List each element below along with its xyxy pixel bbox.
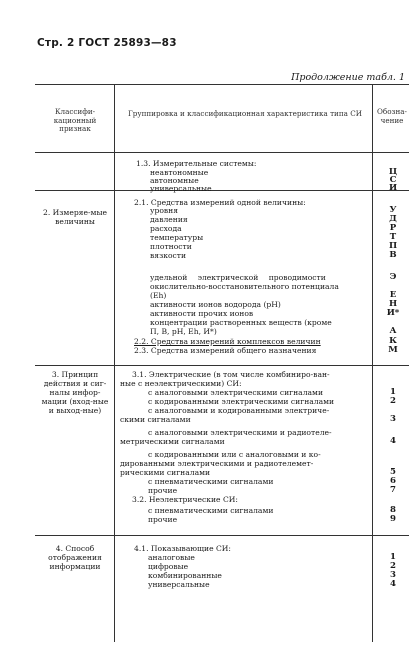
table-row: окислительно-восстановительного потенциала [150, 282, 339, 291]
table-row: давления [150, 215, 188, 224]
table-row: с пневматическими сигналами [148, 477, 274, 486]
designation-code: 3 [390, 570, 396, 580]
table-row: с кодированными электрическими сигналами [148, 397, 335, 406]
table-row: универсальные [150, 184, 212, 193]
designation-code: 2 [390, 561, 396, 571]
group-label-4: 4. Способ отображения информации [48, 544, 102, 571]
table-row: 3.1. Электрические (в том числе комбиниро-ван- [132, 370, 330, 379]
designation-code: Н [388, 299, 398, 309]
designation-code: 5 [390, 467, 396, 477]
table-row: концентрации растворенных веществ (кроме [150, 318, 332, 327]
table-row: с аналоговыми электрическими и радиотеле- [148, 428, 332, 437]
column-divider-2 [372, 84, 373, 642]
row-rule-1 [35, 190, 409, 191]
designation-code: К [389, 336, 397, 346]
designation-code: В [389, 250, 397, 260]
table-row: дированными электрическими и радиотелемет- [120, 459, 314, 468]
designation-code: Р [389, 223, 397, 233]
row-rule-3 [35, 535, 409, 536]
table-row: вязкости [150, 251, 187, 260]
designation-code: 9 [390, 514, 396, 524]
table-row: неавтономные [150, 168, 209, 177]
table-row: скими сигналами [120, 415, 191, 424]
designation-code: Ц [388, 167, 398, 177]
table-row: активности прочих ионов [150, 309, 254, 318]
table-row: цифровые [148, 562, 189, 571]
designation-code: 3 [390, 414, 396, 424]
table-row: уровня [150, 206, 179, 215]
designation-code: 1 [390, 552, 396, 562]
table-row: (Eh) [150, 291, 167, 300]
designation-code: 4 [390, 579, 396, 589]
designation-code: 6 [390, 476, 396, 486]
table-row: с кодированными или с аналоговыми и ко- [148, 450, 321, 459]
table-row: рическими сигналами [120, 468, 211, 477]
table-row: с аналоговыми и кодированными электриче- [148, 406, 330, 415]
table-row: П, В, pH, Eh, И*) [150, 327, 217, 336]
table-row: 3.2. Неэлектрические СИ: [132, 495, 238, 504]
table-row: активности ионов водорода (pH) [150, 300, 281, 309]
designation-code: 4 [390, 436, 396, 446]
table-row: метрическими сигналами [120, 437, 225, 446]
table-top-rule [35, 84, 409, 85]
designation-code: 1 [390, 387, 396, 397]
designation-code: У [389, 205, 397, 215]
designation-code: С [389, 175, 397, 185]
table-header-rule [35, 152, 409, 153]
designation-code: П [388, 241, 398, 251]
table-row: 4.1. Показывающие СИ: [134, 544, 231, 553]
table-row: с аналоговыми электрическими сигналами [148, 388, 324, 397]
table-row: комбинированные [148, 571, 222, 580]
table-row: ные с неэлектрическими) СИ: [120, 379, 242, 388]
table-row: 2.3. Средства измерений общего назначения [134, 346, 317, 355]
table-row: универсальные [148, 580, 210, 589]
column-header-3: Обозна-чение [377, 107, 407, 125]
table-continuation-caption: Продолжение табл. 1 [291, 72, 405, 83]
group-label-3: 3. Принцип действия и сиг-налы инфор-мации (вход-ные и выход-ные) [41, 370, 109, 415]
table-row: прочие [148, 515, 178, 524]
designation-code: Э [389, 272, 397, 282]
table-row: прочие [148, 486, 178, 495]
designation-code: М [388, 345, 398, 355]
designation-code: 2 [390, 396, 396, 406]
column-header-2: Группировка и классификационная характеристика типа СИ [128, 109, 362, 118]
table-row: с пневматическими сигналами [148, 506, 274, 515]
table-row: аналоговые [148, 553, 195, 562]
designation-code: Т [389, 232, 397, 242]
designation-code: А [389, 326, 397, 336]
column-divider-1 [114, 84, 115, 642]
row-rule-2 [35, 365, 409, 366]
designation-code: Д [389, 214, 397, 224]
designation-code: 7 [390, 485, 396, 495]
table-row: 1.3. Измерительные системы: [136, 159, 257, 168]
table-row: 2.1. Средства измерений одной величины: [134, 198, 306, 207]
designation-code: 8 [390, 505, 396, 515]
designation-code: И* [386, 308, 400, 318]
table-row: температуры [150, 233, 204, 242]
table-row: автономные [150, 176, 199, 185]
table-row: плотности [150, 242, 192, 251]
group-label-2: 2. Измеряе-мые величины [43, 208, 107, 226]
table-row: расхода [150, 224, 182, 233]
column-header-1: Классифи-кационный признак [53, 107, 97, 134]
table-row: удельной электрической проводимости [150, 273, 326, 282]
designation-code: И [388, 183, 398, 193]
page-header: Стр. 2 ГОСТ 25893—83 [37, 37, 177, 49]
table-row: 2.2. Средства измерений комплексов величин [134, 337, 321, 346]
designation-code: Е [389, 290, 397, 300]
